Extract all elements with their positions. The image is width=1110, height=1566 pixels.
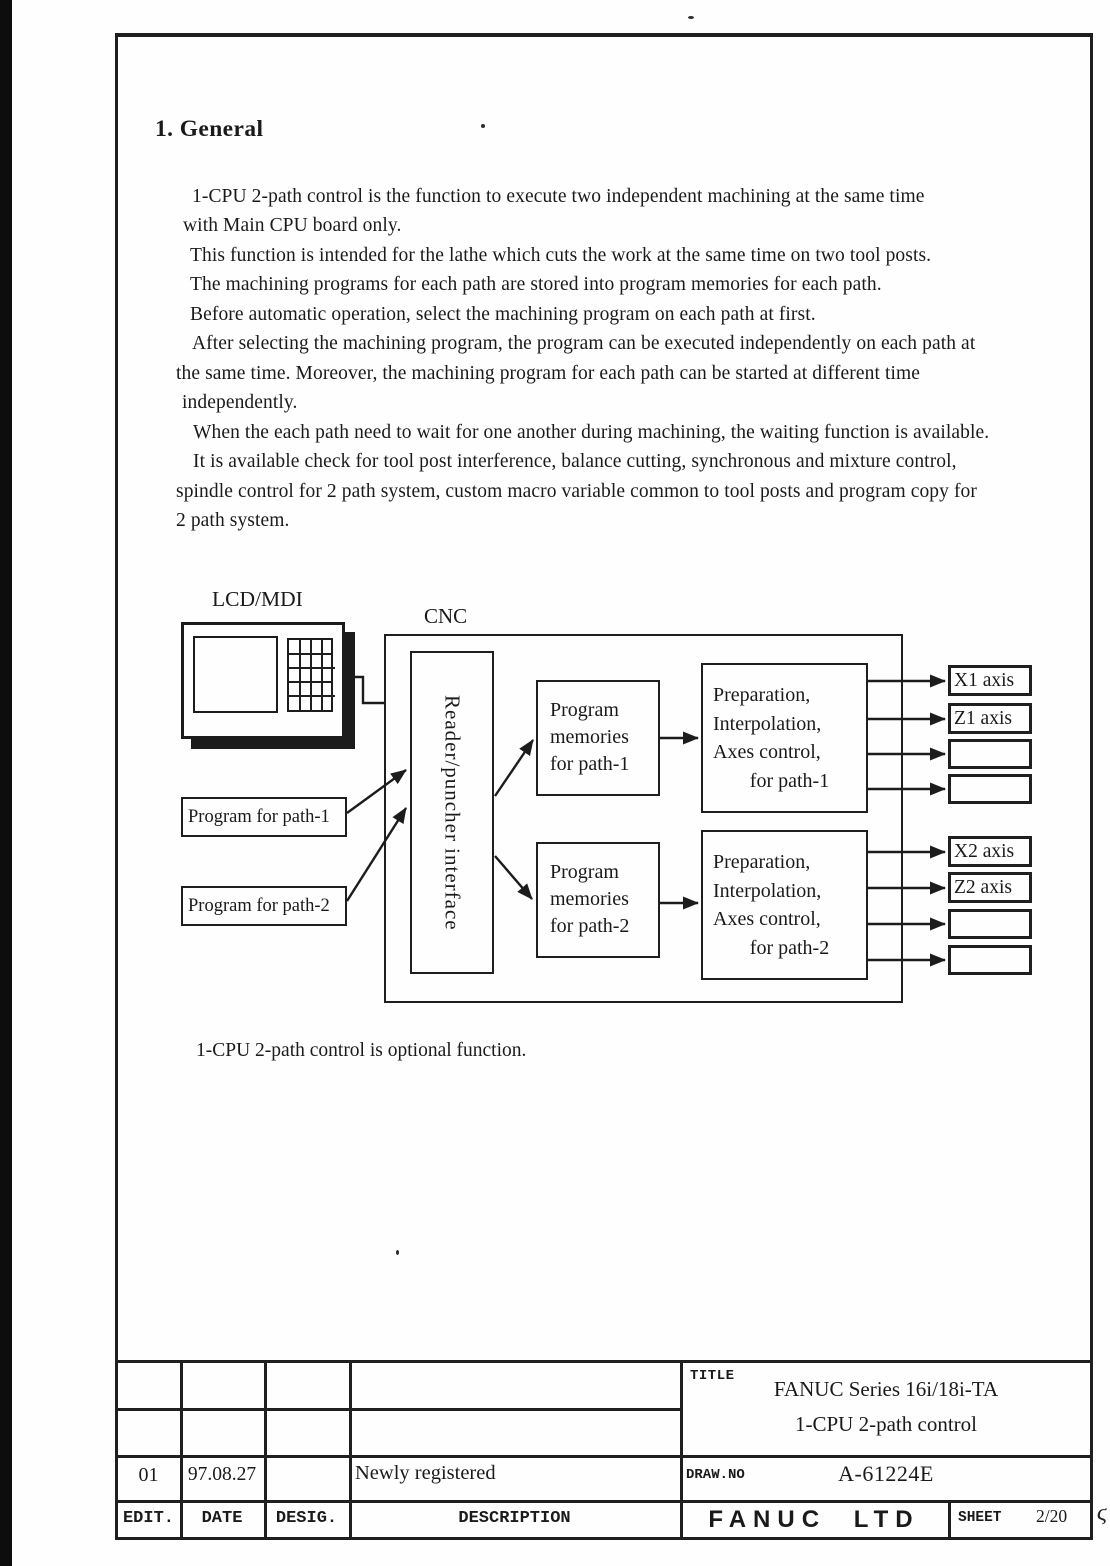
program-memories-path1-line: for path-1 — [550, 753, 630, 775]
handwritten-mark: ϛ — [1096, 1499, 1109, 1527]
axis-box-blank — [948, 774, 1032, 804]
section-title: 1. General — [155, 116, 264, 142]
program-memories-path2-line: memories — [550, 888, 629, 910]
axis-label-x2: X2 axis — [954, 840, 1015, 862]
program-memories-path1-line: memories — [550, 726, 629, 748]
sheet-label: SHEET — [958, 1510, 1002, 1526]
mdi-keypad-icon — [287, 638, 333, 712]
axis-label-x1: X1 axis — [954, 669, 1015, 691]
date-column-label: DATE — [201, 1509, 243, 1528]
preparation-path2-line: Axes control, — [713, 908, 821, 930]
description-column-label: DESCRIPTION — [458, 1509, 571, 1528]
axis-box-blank — [948, 739, 1032, 769]
drawing-title-line2: 1-CPU 2-path control — [795, 1412, 977, 1436]
program-memories-path2-line: for path-2 — [550, 915, 630, 937]
body-line: Before automatic operation, select the machining program on each path at first. — [190, 304, 816, 325]
scan-speck — [396, 1250, 399, 1255]
preparation-path2-box — [701, 830, 868, 980]
program-memories-path1-box — [536, 680, 660, 796]
body-line: The machining programs for each path are stored into program memories for each path. — [190, 274, 882, 295]
sheet-number: 2/20 — [1036, 1506, 1068, 1526]
axis-box-z1 — [948, 703, 1032, 734]
page-frame-top — [115, 33, 1093, 37]
draw-no-value: A-61224E — [838, 1461, 934, 1486]
preparation-path1-line: Axes control, — [713, 741, 821, 763]
table-line — [117, 1408, 682, 1411]
title-label: TITLE — [690, 1368, 735, 1384]
axis-box-blank — [948, 909, 1032, 939]
body-line: After selecting the machining program, the program can be executed independently on each path at — [192, 333, 976, 354]
lcd-screen-icon — [193, 636, 278, 713]
revision-edit: 01 — [138, 1464, 159, 1486]
table-line — [115, 1500, 1093, 1503]
page-frame-right — [1090, 33, 1093, 1540]
lcd-cnc-wire — [349, 677, 384, 703]
body-line: the same time. Moreover, the machining program for each path can be started at different time — [176, 363, 920, 384]
program-memories-path2-line: Program — [550, 861, 619, 883]
axis-box-x2 — [948, 836, 1032, 867]
body-line: spindle control for 2 path system, custom macro variable common to tool posts and program copy for — [176, 481, 978, 502]
body-line: with Main CPU board only. — [183, 215, 402, 236]
lcd-mdi-device-icon — [181, 622, 345, 739]
revision-description: Newly registered — [355, 1462, 496, 1484]
program-for-path2-label: Program for path-2 — [188, 895, 330, 916]
edit-column-label: EDIT. — [122, 1509, 174, 1528]
table-line — [948, 1500, 951, 1540]
body-line: This function is intended for the lathe which cuts the work at the same time on two tool posts. — [190, 245, 932, 266]
scan-edge-strip — [0, 0, 12, 1566]
axis-box-blank — [948, 945, 1032, 975]
body-line: When the each path need to wait for one another during machining, the waiting function is available. — [193, 422, 990, 443]
axis-label-z1: Z1 axis — [954, 707, 1012, 729]
scan-speck — [688, 16, 694, 19]
draw-no-label: DRAW.NO — [686, 1467, 745, 1483]
program-for-path1-box — [181, 797, 347, 837]
preparation-path2-line: for path-2 — [749, 936, 830, 959]
revision-date: 97.08.27 — [187, 1464, 257, 1485]
table-line — [115, 1360, 1093, 1363]
cnc-label: CNC — [424, 604, 468, 628]
preparation-path2-line: Preparation, — [713, 851, 811, 873]
preparation-path2-line: Interpolation, — [713, 879, 822, 902]
preparation-path1-line: for path-1 — [749, 769, 830, 792]
reader-puncher-interface-box — [410, 651, 494, 974]
axis-label-z2: Z2 axis — [954, 876, 1012, 898]
company-name: FANUC LTD — [708, 1506, 920, 1533]
lcd-mdi-label: LCD/MDI — [212, 587, 303, 611]
preparation-path1-line: Interpolation, — [713, 712, 822, 735]
axis-box-z2 — [948, 872, 1032, 903]
axis-box-x1 — [948, 665, 1032, 696]
table-line — [115, 1537, 1093, 1540]
scan-speck — [481, 124, 485, 128]
body-line: 1-CPU 2-path control is the function to execute two independent machining at the same time — [192, 186, 925, 207]
preparation-path1-line: Preparation, — [713, 684, 811, 706]
program-memories-path1-line: Program — [550, 699, 619, 721]
reader-puncher-interface-label: Reader/puncher interface — [440, 694, 465, 931]
program-for-path1-label: Program for path-1 — [188, 806, 330, 827]
body-line: 2 path system. — [176, 510, 290, 531]
program-memories-path2-box — [536, 842, 660, 958]
body-line: independently. — [182, 392, 298, 413]
body-line: It is available check for tool post interference, balance cutting, synchronous and mixture control, — [193, 451, 957, 472]
desig-column-label: DESIG. — [275, 1509, 338, 1528]
preparation-path1-box — [701, 663, 868, 813]
table-line — [115, 1455, 1093, 1458]
program-for-path2-box — [181, 886, 347, 926]
page-frame-left — [115, 33, 118, 1540]
drawing-title-line1: FANUC Series 16i/18i-TA — [773, 1377, 999, 1401]
optional-function-note: 1-CPU 2-path control is optional function. — [196, 1040, 527, 1061]
